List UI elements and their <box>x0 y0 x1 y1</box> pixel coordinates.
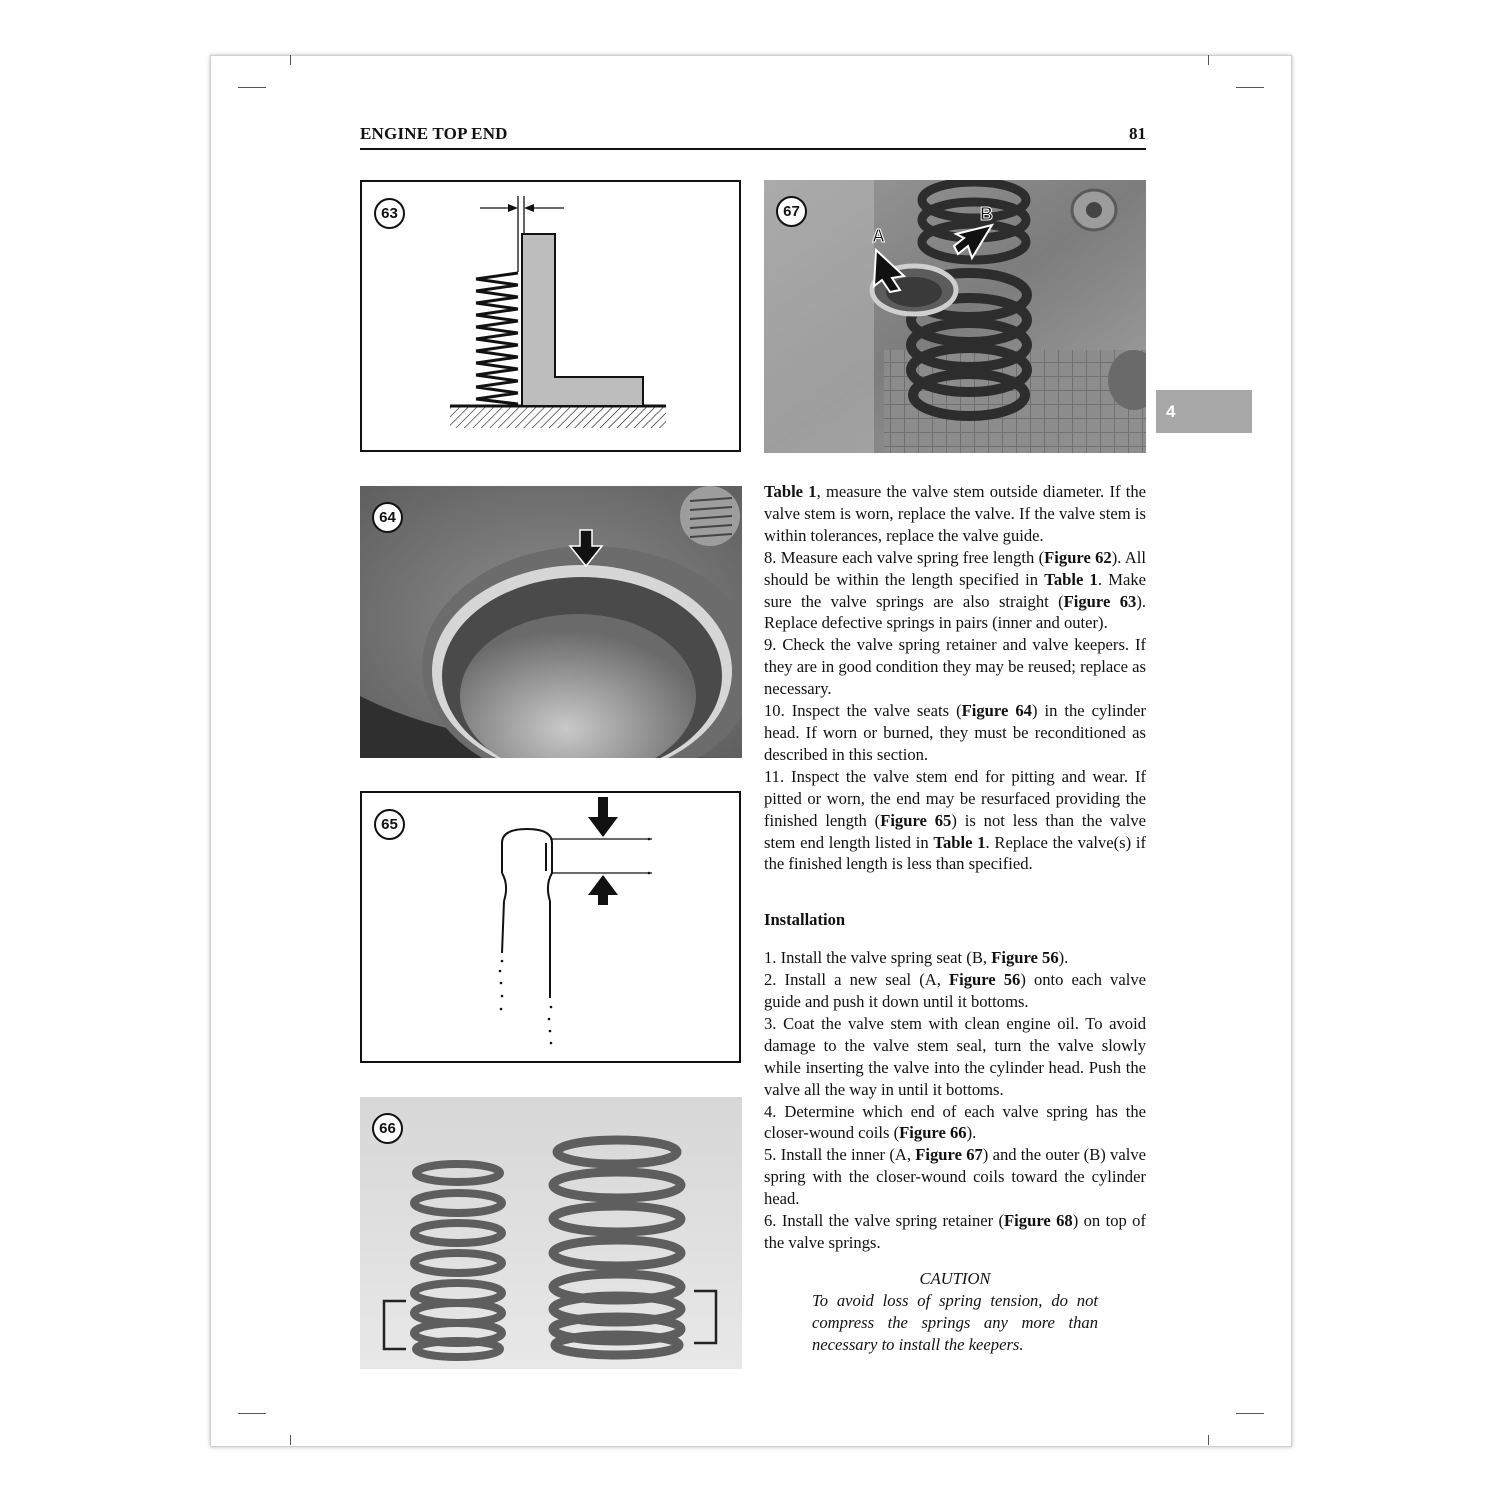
paragraph-step-10: 10. Inspect the valve seats (Figure 64) in the cylinder head. If worn or burned, they must be reconditioned as described in this section. <box>764 701 1146 764</box>
figure-66 <box>360 1097 742 1369</box>
chapter-tab-number: 4 <box>1166 402 1176 421</box>
install-step-3: 3. Coat the valve stem with clean engine oil. To avoid damage to the valve stem seal, turn the valve slowly while inserting the valve into the cylinder head. Push the valve all the way in until it bottoms. <box>764 1013 1146 1099</box>
crop-mark <box>238 1413 266 1414</box>
page-number: 81 <box>1129 124 1146 143</box>
caution-title: CAUTION <box>919 1268 991 1288</box>
install-step-2: 2. Install a new seal (A, Figure 56) onto each valve guide and push it down until it bottoms. <box>764 970 1146 1012</box>
install-step-5: 5. Install the inner (A, Figure 67) and the outer (B) valve spring with the closer-wound coils toward the cylinder head. <box>764 1145 1146 1209</box>
crop-mark <box>290 55 291 65</box>
figure-number: 65 <box>374 809 405 840</box>
figure-64 <box>360 486 742 758</box>
paragraph-step-8: 8. Measure each valve spring free length (Figure 62). All should be within the length specified in Table 1. Make sure the valve springs are also straight (Figure 63). Replace defective springs in pairs (inner and outer). <box>764 547 1146 633</box>
install-step-4: 4. Determine which end of each valve spring has the closer-wound coils (Figure 66). <box>764 1101 1146 1143</box>
spring-squareness-diagram-icon <box>362 182 741 452</box>
label-b: B <box>980 204 993 224</box>
caution-body: To avoid loss of spring tension, do not compress the springs any more than necessary to install the keepers. <box>812 1290 1098 1354</box>
install-step-6: 6. Install the valve spring retainer (Figure 68) on top of the valve springs. <box>764 1211 1146 1252</box>
label-a: A <box>872 226 885 246</box>
chapter-tab <box>1156 390 1252 433</box>
install-step-1: 1. Install the valve spring seat (B, Figure 56). <box>764 948 1069 968</box>
valve-stem-end-diagram-icon <box>362 793 741 1063</box>
body-text <box>764 481 1146 1356</box>
crop-mark <box>290 1435 291 1445</box>
paragraph-table1-continued: Table 1, measure the valve stem outside diameter. If the valve stem is worn, replace the valve. If the valve stem is within tolerances, replace the valve guide. <box>764 482 1147 545</box>
figure-number: 66 <box>372 1113 403 1144</box>
section-title: ENGINE TOP END <box>360 124 508 143</box>
paragraph-step-11: 11. Inspect the valve stem end for pitting and wear. If pitted or worn, the end may be resurfaced providing the finished length (Figure 65) is not less than the valve stem end length listed in Table 1. Replace the valve(s) if the finished length is less than specified. <box>764 766 1146 874</box>
valve-seat-photo-icon <box>360 486 742 758</box>
crop-mark <box>1236 87 1264 88</box>
crop-mark <box>238 87 266 88</box>
paragraph-step-9: 9. Check the valve spring retainer and valve keepers. If they are in good condition they may be reused; replace as necessary. <box>764 635 1146 699</box>
figure-number: 64 <box>372 502 403 533</box>
figure-number: 67 <box>776 196 807 227</box>
running-header <box>360 124 1146 150</box>
figure-65 <box>360 791 741 1063</box>
section-heading: Installation <box>764 910 846 930</box>
figure-67 <box>764 180 1146 453</box>
crop-mark <box>1208 1435 1209 1445</box>
valve-springs-photo-icon <box>360 1097 742 1369</box>
installed-springs-photo-icon <box>764 180 1146 453</box>
figure-63 <box>360 180 741 452</box>
crop-mark <box>1236 1413 1264 1414</box>
figure-number: 63 <box>374 198 405 229</box>
crop-mark <box>1208 55 1209 65</box>
